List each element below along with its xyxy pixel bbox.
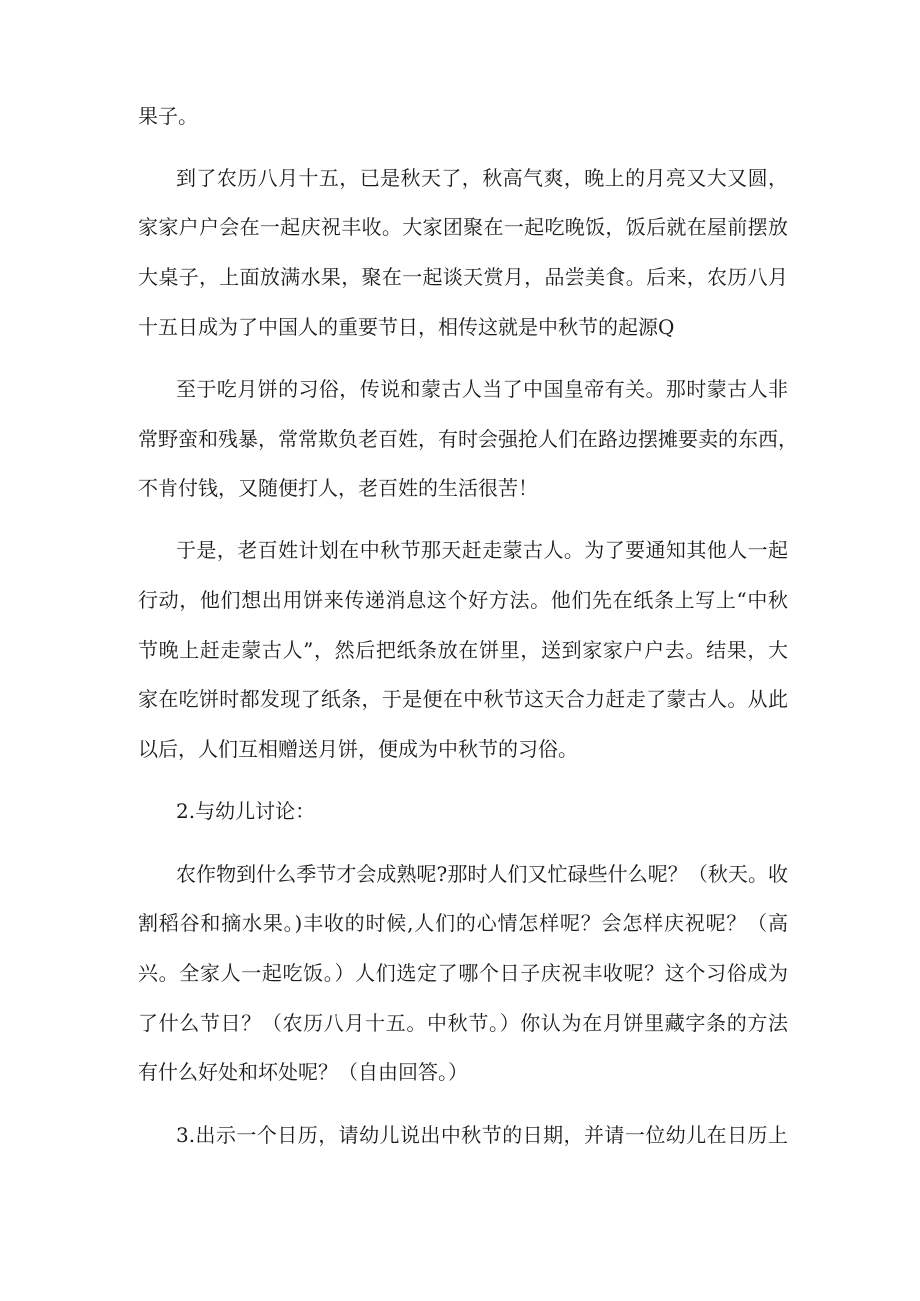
- paragraph-1-line-3: 十五日成为了中国人的重要节日，相传这就是中秋节的起源Q: [138, 315, 675, 339]
- paragraph-3-line-1: 行动，他们想出用饼来传递消息这个好方法。他们先在纸条上写上“中秋: [138, 588, 788, 612]
- paragraph-2-line-2: 不肯付钱，又随便打人，老百姓的生活很苦！: [138, 476, 538, 500]
- paragraph-3-line-4: 以后，人们互相赠送月饼，便成为中秋节的习俗。: [138, 737, 578, 761]
- paragraph-5-line-1: 割稻谷和摘水果。)丰收的时候,人们的心情怎样呢？会怎样庆祝呢？（高: [138, 911, 788, 935]
- paragraph-1-line-1: 家家户户会在一起庆祝丰收。大家团聚在一起吃晚饭，饭后就在屋前摆放: [138, 215, 788, 239]
- paragraph-3-line-0: 于是，老百姓计划在中秋节那天赶走蒙古人。为了要通知其他人一起: [176, 538, 788, 562]
- paragraph-1-line-0: 到了农历八月十五，已是秋天了，秋高气爽，晚上的月亮又大又圆，: [176, 166, 788, 190]
- paragraph-5-line-4: 有什么好处和坏处呢？（自由回答。）: [138, 1060, 468, 1084]
- paragraph-5-line-3: 了什么节日？（农历八月十五。中秋节。）你认为在月饼里藏字条的方法: [138, 1011, 788, 1035]
- paragraph-2-line-1: 常野蛮和残暴，常常欺负老百姓，有时会强抢人们在路边摆摊要卖的东西，: [138, 427, 798, 451]
- paragraph-4-line-0: 2.与幼儿讨论：: [176, 799, 316, 823]
- paragraph-0-line-0: 果子。: [138, 104, 198, 128]
- paragraph-3-line-2: 节晚上赶走蒙古人”，然后把纸条放在饼里，送到家家户户去。结果，大: [138, 638, 788, 662]
- paragraph-2-line-0: 至于吃月饼的习俗，传说和蒙古人当了中国皇帝有关。那时蒙古人非: [176, 377, 788, 401]
- paragraph-5-line-0: 农作物到什么季节才会成熟呢?那时人们又忙碌些什么呢？（秋天。收: [176, 862, 788, 886]
- paragraph-6-line-0: 3.出示一个日历，请幼儿说出中秋节的日期，并请一位幼儿在日历上: [176, 1123, 788, 1147]
- paragraph-5-line-2: 兴。全家人一起吃饭。）人们选定了哪个日子庆祝丰收呢？这个习俗成为: [138, 961, 788, 985]
- paragraph-3-line-3: 家在吃饼时都发现了纸条，于是便在中秋节这天合力赶走了蒙古人。从此: [138, 687, 788, 711]
- paragraph-1-line-2: 大桌子，上面放满水果，聚在一起谈天赏月，品尝美食。后来，农历八月: [138, 265, 788, 289]
